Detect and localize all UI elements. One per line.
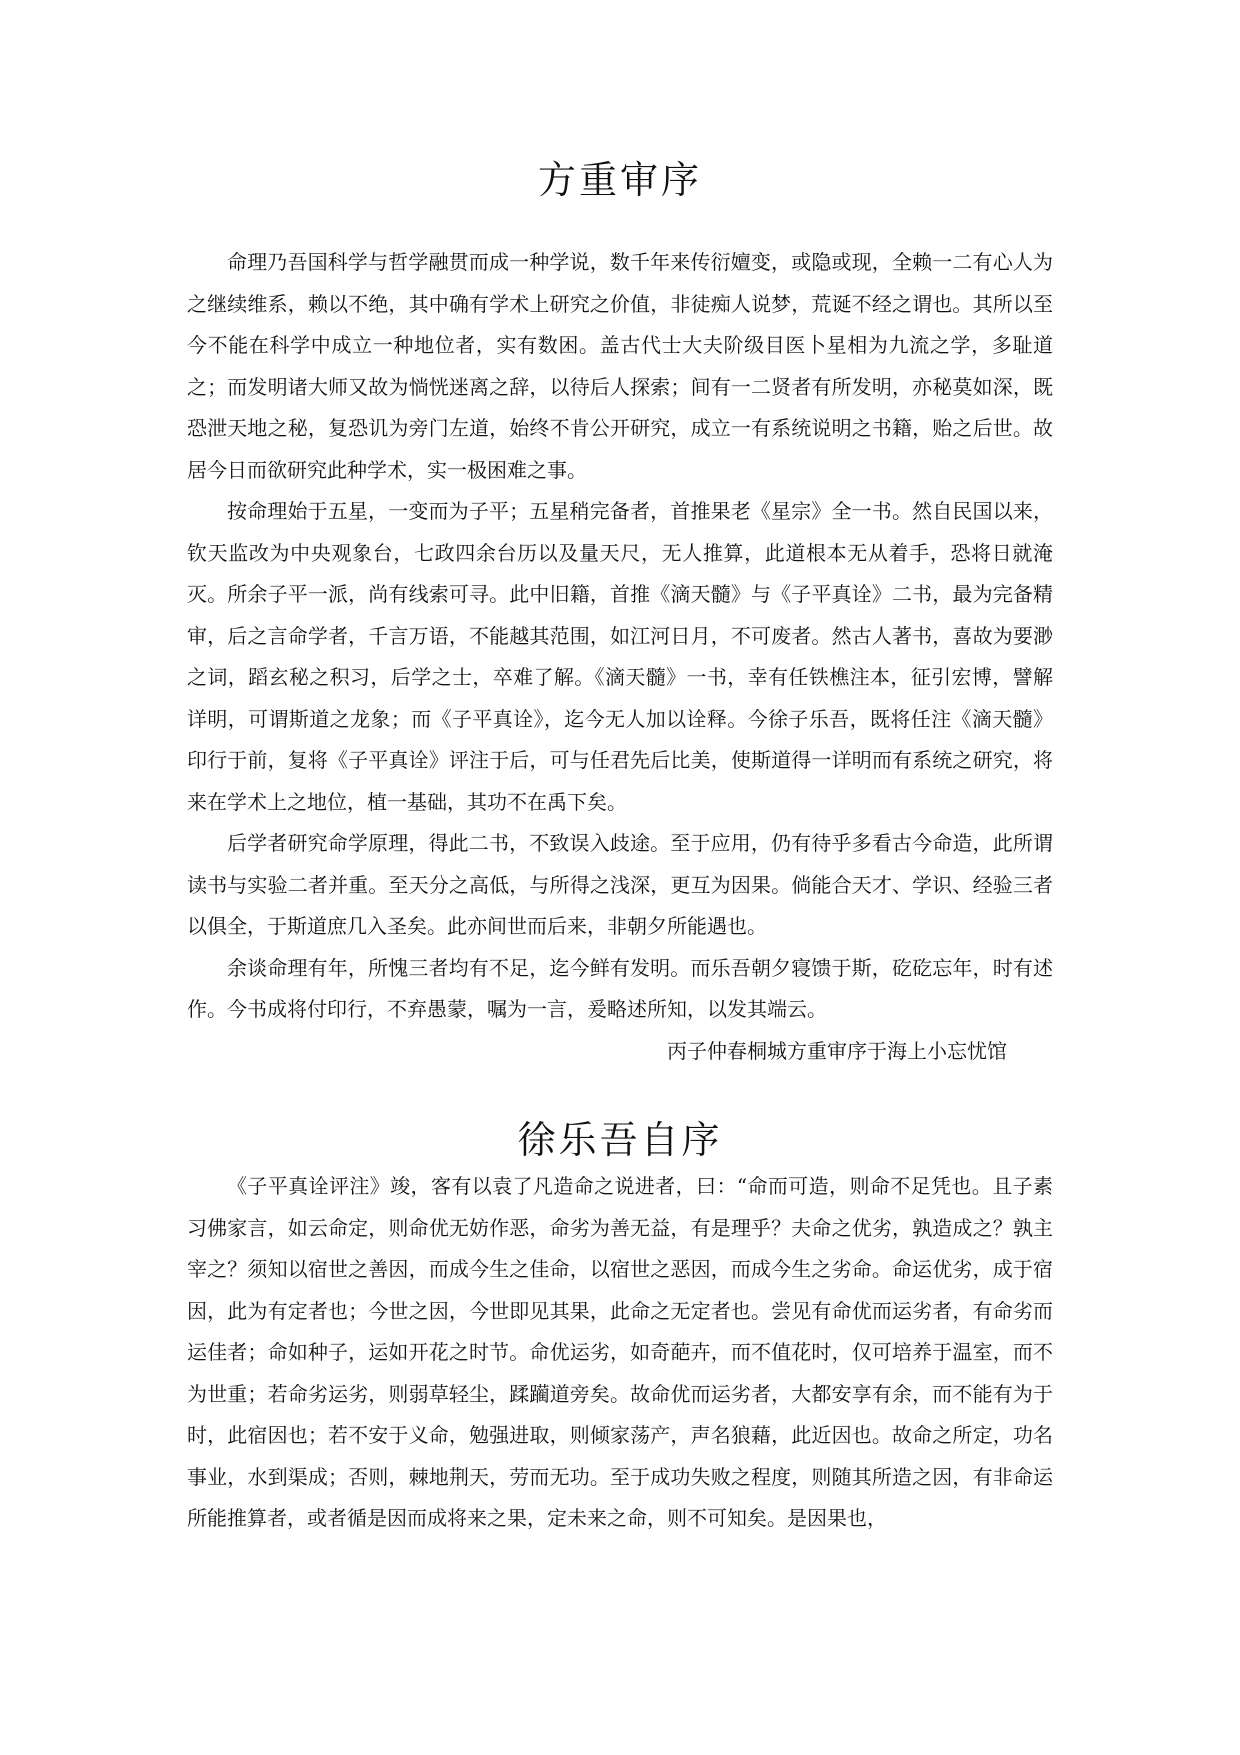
section-body-xu-preface: [187, 1166, 1053, 1540]
section-body-fang-preface: [187, 242, 1053, 1072]
section-title-fang-preface: 方重审序: [537, 158, 702, 202]
section-title-xu-preface: 徐乐吾自序: [517, 1118, 723, 1162]
paragraph: 命理乃吾国科学与哲学融贯而成一种学说，数千年来传衍嬗变，或隐或现，全赖一二有心人为之继续维系，赖以不绝，其中确有学术上研究之价值，非徒痴人说梦，荒诞不经之谓也。其所以至今不能在科学中成立一种地位者，实有数困。盖古代士大夫阶级目医卜星相为九流之学，多耻道之；而发明诸大师又故为惝恍迷离之辞，以待后人探索；间有一二贤者有所发明，亦秘莫如深，既恐泄天地之秘，复恐讥为旁门左道，始终不肯公开研究，成立一有系统说明之书籍，贻之后世。故居今日而欲研究此种学术，实一极困难之事。: [187, 250, 1053, 482]
paragraph: 后学者研究命学原理，得此二书，不致误入歧途。至于应用，仍有待乎多看古今命造，此所谓读书与实验二者并重。至天分之高低，与所得之浅深，更互为因果。倘能合天才、学识、经验三者以俱全，于斯道庶几入圣矣。此亦间世而后来，非朝夕所能遇也。: [187, 831, 1053, 938]
signature-line: 丙子仲春桐城方重审序于海上小忘忧馆: [667, 1038, 1007, 1063]
paragraph: 《子平真诠评注》竣，客有以袁了凡造命之说进者，曰：“命而可造，则命不足凭也。且子素习佛家言，如云命定，则命优无妨作恶，命劣为善无益，有是理乎？夫命之优劣，孰造成之？孰主宰之？须知以宿世之善因，而成今生之佳命，以宿世之恶因，而成今生之劣命。命运优劣，成于宿因，此为有定者也；今世之因，今世即见其果，此命之无定者也。尝见有命优而运劣者，有命劣而运佳者；命如种子，运如开花之时节。命优运劣，如奇葩卉，而不值花时，仅可培养于温室，而不为世重；若命劣运劣，则弱草轻尘，蹂躏道旁矣。故命优而运劣者，大都安享有余，而不能有为于时，此宿因也；若不安于义命，勉强进取，则倾家荡产，声名狼藉，此近因也。故命之所定，功名事业，水到渠成；否则，棘地荆天，劳而无功。至于成功失败之程度，则随其所造之因，有非命运所能推算者，或者循是因而成将来之果，定未来之命，则不可知矣。是因果也，: [187, 1174, 1053, 1530]
paragraph: 按命理始于五星，一变而为子平；五星稍完备者，首推果老《星宗》全一书。然自民国以来，钦天监改为中央观象台，七政四余台历以及量天尺，无人推算，此道根本无从着手，恐将日就淹灭。所余子平一派，尚有线索可寻。此中旧籍，首推《滴天髓》与《子平真诠》二书，最为完备精审，后之言命学者，千言万语，不能越其范围，如江河日月，不可废者。然古人著书，喜故为要渺之词，蹈玄秘之积习，后学之士，卒难了解。《滴天髓》一书，幸有任铁樵注本，征引宏博，譬解详明，可谓斯道之龙象；而《子平真诠》，迄今无人加以诠释。今徐子乐吾，既将任注《滴天髓》印行于前，复将《子平真诠》评注于后，可与任君先后比美，使斯道得一详明而有系统之研究，将来在学术上之地位，植一基础，其功不在禹下矣。: [187, 499, 1053, 814]
paragraph: 余谈命理有年，所愧三者均有不足，迄今鲜有发明。而乐吾朝夕寝馈于斯，矻矻忘年，时有述作。今书成将付印行，不弃愚蒙，嘱为一言，爰略述所知，以发其端云。: [187, 955, 1053, 1021]
